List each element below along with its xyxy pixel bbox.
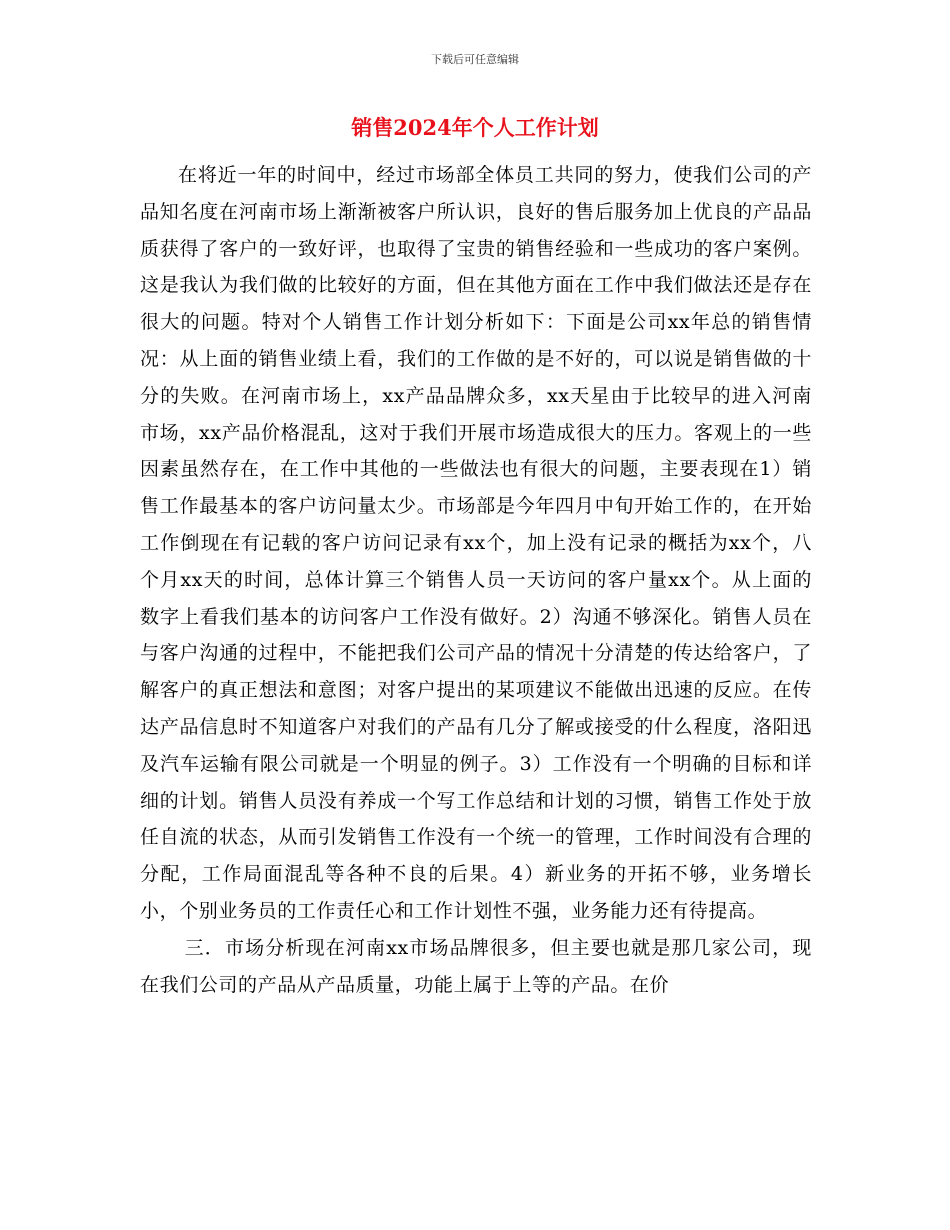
paragraph-2: 三．市场分析现在河南xx市场品牌很多，但主要也就是那几家公司，现在我们公司的产品从产品质量，功能上属于上等的产品。在价 xyxy=(140,936,812,996)
paragraph-1: 在将近一年的时间中，经过市场部全体员工共同的努力，使我们公司的产品知名度在河南市场上渐渐被客户所认识，良好的售后服务加上优良的产品品质获得了客户的一致好评，也取得了宝贵的销售经验和一些成功的客户案例。这是我认为我们做的比较好的方面，但在其他方面在工作中我们做法还是存在很大的问题。特对个人销售工作计划分析如下：下面是公司xx年总的销售情况：从上面的销售业绩上看，我们的工作做的是不好的，可以说是销售做的十分的失败。在河南市场上，xx产品品牌众多，xx天星由于比较早的进入河南市场，xx产品价格混乱，这对于我们开展市场造成很大的压力。客观上的一些因素虽然存在，在工作中其他的一些做法也有很大的问题，主要表现在1）销售工作最基本的客户访问量太少。市场部是今年四月中旬开始工作的，在开始工作倒现在有记载的客户访问记录有xx个，加上没有记录的概括为xx个，八个月xx天的时间，总体计算三个销售人员一天访问的客户量xx个。从上面的数字上看我们基本的访问客户工作没有做好。2）沟通不够深化。销售人员在与客户沟通的过程中，不能把我们公司产品的情况十分清楚的传达给客户，了解客户的真正想法和意图；对客户提出的某项建议不能做出迅速的反应。在传达产品信息时不知道客户对我们的产品有几分了解或接受的什么程度，洛阳迅及汽车运输有限公司就是一个明显的例子。3）工作没有一个明确的目标和详细的计划。销售人员没有养成一个写工作总结和计划的习惯，销售工作处于放任自流的状态，从而引发销售工作没有一个统一的管理，工作时间没有合理的分配，工作局面混乱等各种不良的后果。4）新业务的开拓不够，业务增长小，个别业务员的工作责任心和工作计划性不强，业务能力还有待提高。 xyxy=(140,164,812,922)
document-body xyxy=(140,157,812,1003)
document-title: 销售2024年个人工作计划 xyxy=(351,115,599,140)
page-header-note: 下载后可任意编辑 xyxy=(431,53,519,66)
